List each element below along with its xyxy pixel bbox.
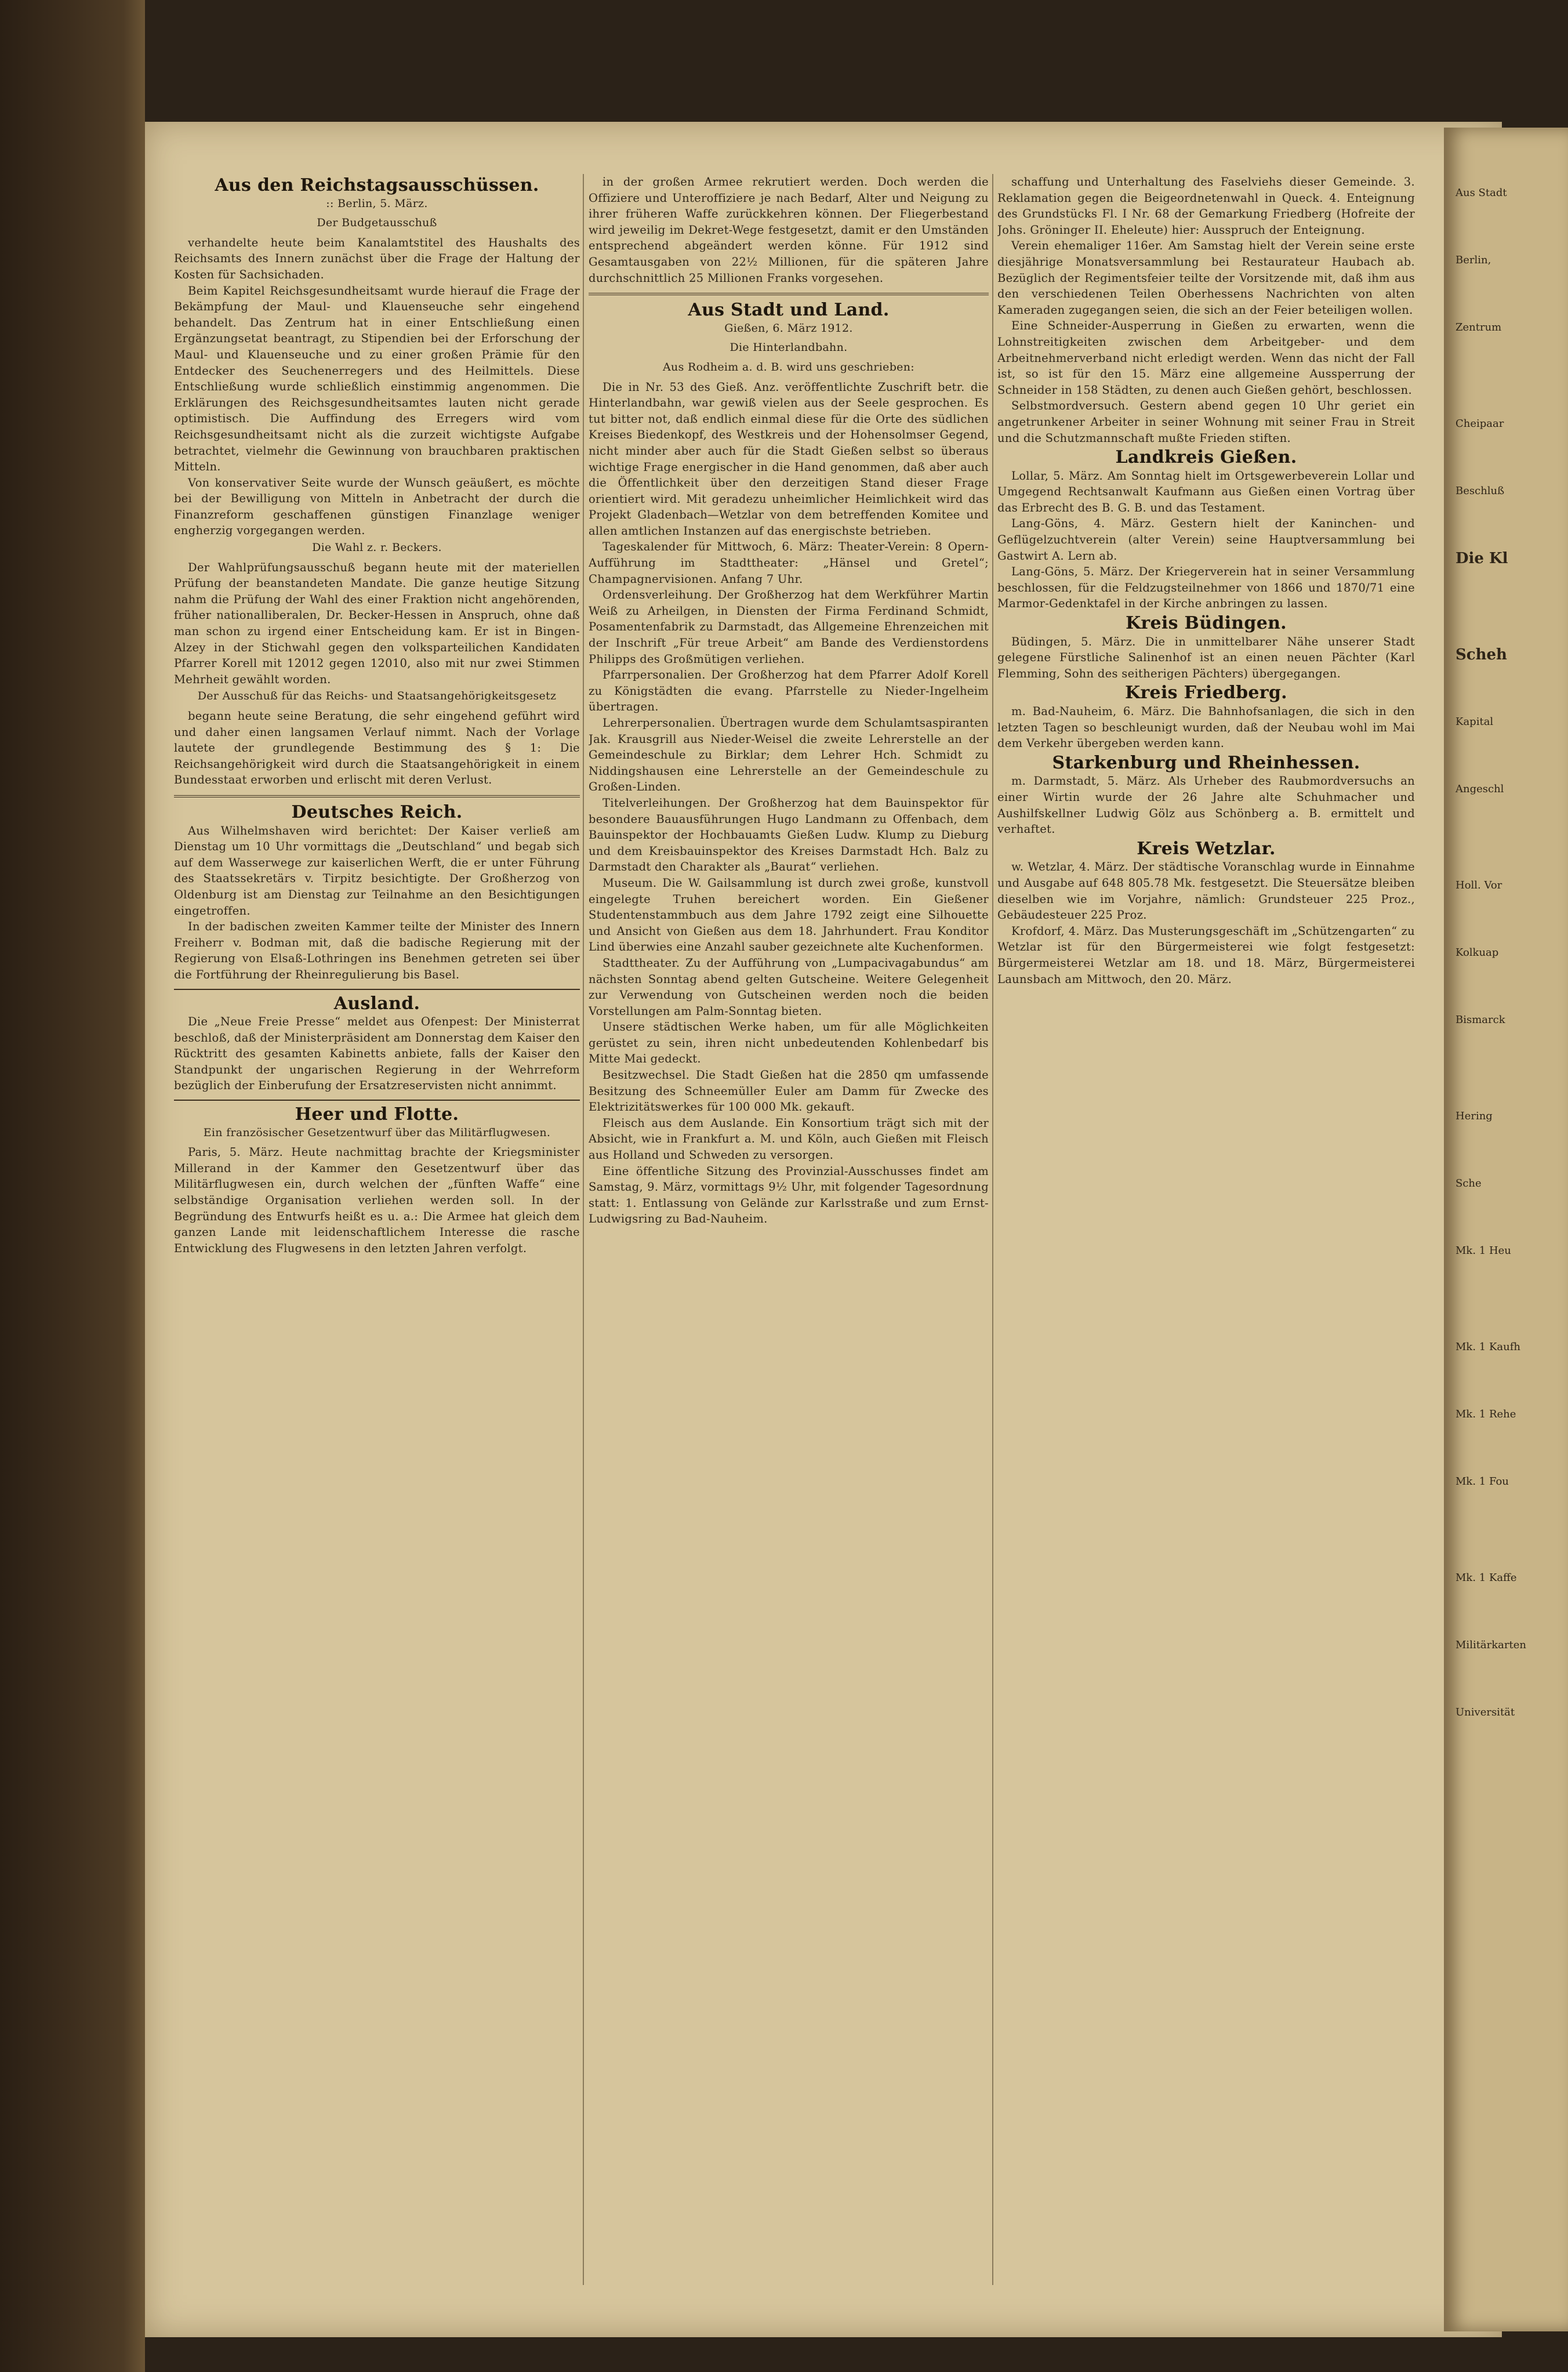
article-paragraph: m. Bad-Nauheim, 6. März. Die Bahnhofsanlagen, die sich in den letzten Tagen so beschleunigt wurden, daß der Neubau wohl im Mai dem Verkehr übergeben werden kann. bbox=[997, 705, 1415, 750]
signature: Die Wahl z. r. Beckers. bbox=[312, 541, 442, 554]
subheading: Der Budgetausschuß bbox=[317, 216, 437, 230]
article-paragraph: Krofdorf, 4. März. Das Musterungsgeschäft im „Schützengarten“ zu Wetzlar ist für den Bürgermeisterei wie folgt festgesetzt: Bürgermeisterei Wetzlar am 18. und 18. März, Bürgermeisterei Launsbach am Mittwoch, den 20. März. bbox=[997, 924, 1415, 986]
section-divider bbox=[174, 1100, 580, 1101]
column-3 bbox=[997, 174, 1415, 2291]
adjacent-page-line: Beschluß bbox=[1456, 485, 1505, 497]
article-paragraph: Die „Neue Freie Presse“ meldet aus Ofenpest: Der Ministerrat beschloß, daß der Ministerpräsident am Donnerstag dem Kaiser den Rücktritt des gesamten Kabinetts anbiete, falls der Kaiser den Standpunkt der ungarischen Regierung in der Wehrreform bezüglich der Einberufung der Ersatzreservisten nicht annimmt. bbox=[174, 1015, 580, 1093]
article-paragraph: w. Wetzlar, 4. März. Der städtische Voranschlag wurde in Einnahme und Ausgabe auf 648 805.78 Mk. festgesetzt. Die Steuersätze bleiben dieselben wie im Vorjahre, nämlich: Grundsteuer 225 Proz., Gebäudesteuer 225 Proz. bbox=[997, 860, 1415, 922]
article-paragraph: Beim Kapitel Reichsgesundheitsamt wurde hierauf die Frage der Bekämpfung der Maul- und Klauenseuche sehr eingehend behandelt. Das Zentrum hat in einer Entschließung einen Ergänzungsetat beantragt, zu Stipendien bei der Erforschung der Maul- und Klauenseuche und zu einer großen Prämie für den Entdecker des Seuchenerregers und des Heilmittels. Diese Entschließung wurde schließlich einstimmig angenommen. Die Erklärungen des Reichsgesundheitsamtes lauten nicht gerade optimistisch. Die Auffindung des Erregers wird vom Reichsgesundheitsamt nicht als die zurzeit wichtigste Aufgabe betrachtet, vielmehr die Gewinnung von brauchbaren praktischen Mitteln. bbox=[174, 284, 580, 474]
article-paragraph: Der Wahlprüfungsausschuß begann heute mit der materiellen Prüfung der beanstandeten Mandate. Die ganze heutige Sitzung nahm die Prüfung der Wahl des einer Fraktion nicht angehörenden, früher nationalliberalen, Dr. Becker-Hessen in Anspruch, ohne daß man schon zu irgend einer Entscheidung kam. Er ist in Bingen-Alzey in der Stichwahl gegen den volksparteilichen Kandidaten Pfarrer Korell mit 12012 gegen 12010, also mit nur zwei Stimmen Mehrheit gewählt worden. bbox=[174, 560, 580, 686]
adjacent-page-line: Berlin, bbox=[1456, 254, 1491, 266]
adjacent-page-line: Zentrum bbox=[1456, 321, 1502, 333]
article-paragraph: Ordensverleihung. Der Großherzog hat dem Werkführer Martin Weiß zu Arheilgen, in Diensten der Firma Ferdinand Schmidt, Posamentenfabrik zu Darmstadt, das Allgemeine Ehrenzeichen mit der Inschrift „Für treue Arbeit“ am Bande des Verdienstordens Philipps des Großmütigen verliehen. bbox=[589, 588, 989, 666]
article-paragraph: Aus Wilhelmshaven wird berichtet: Der Kaiser verließ am Dienstag um 10 Uhr vormittags die „Deutschland“ und begab sich auf dem Wasserwege zur kaiserlichen Werft, die er unter Führung des Staatssekretärs v. Tirpitz besichtigte. Der Großherzog von Oldenburg ist am Dienstag zur Teilnahme an den Besichtigungen eingetroffen. bbox=[174, 824, 580, 917]
adjacent-page-line: Holl. Vor bbox=[1456, 879, 1502, 891]
adjacent-page-line: Mk. 1 Kaffe bbox=[1456, 1572, 1517, 1584]
section-heading: Aus Stadt und Land. bbox=[688, 300, 890, 321]
article-paragraph: Lang-Göns, 4. März. Gestern hielt der Kaninchen- und Geflügelzuchtverein (alter Verein) seine Hauptversammlung bei Gastwirt A. Lern ab. bbox=[997, 517, 1415, 563]
dateline: :: Berlin, 5. März. bbox=[326, 197, 428, 210]
book-binding bbox=[0, 0, 145, 2372]
adjacent-page-line: Aus Stadt bbox=[1456, 187, 1507, 199]
article-paragraph: Von konservativer Seite wurde der Wunsch geäußert, es möchte bei der Bewilligung von Mitteln in Anbetracht der durch die Finanzreform geschaffenen günstigen Finanzlage weniger engherzig vorgegangen werden. bbox=[174, 476, 580, 538]
article-paragraph: Selbstmordversuch. Gestern abend gegen 10 Uhr geriet ein angetrunkener Arbeiter in seiner Wohnung mit seiner Frau in Streit und die Schutzmannschaft mußte Frieden stiften. bbox=[997, 399, 1415, 445]
adjacent-page-line: Mk. 1 Fou bbox=[1456, 1475, 1509, 1488]
subheading: Der Ausschuß für das Reichs- und Staatsangehörigkeitsgesetz bbox=[197, 690, 557, 703]
adjacent-page-line: Die Kl bbox=[1456, 550, 1508, 567]
subheading: Aus Rodheim a. d. B. wird uns geschrieben: bbox=[663, 360, 914, 373]
column-1 bbox=[174, 174, 580, 2291]
adjacent-page-line: Cheipaar bbox=[1456, 418, 1504, 430]
column-2 bbox=[589, 174, 989, 2291]
adjacent-page-line: Kapital bbox=[1456, 716, 1494, 728]
section-heading: Kreis Wetzlar. bbox=[1137, 838, 1276, 859]
adjacent-page-line: Mk. 1 Rehe bbox=[1456, 1408, 1516, 1420]
article-paragraph: in der großen Armee rekrutiert werden. Doch werden die Offiziere und Unteroffiziere je nach Bedarf, Alter und Neigung zu ihrer früheren Waffe zurückkehren können. Der Fliegerbestand wird jeweilig im Dekret-Wege festgesetzt, damit er den Umständen entsprechend abgeändert werden könne. Für 1912 sind Gesamtausgaben von 22½ Millionen, für die späteren Jahre durchschnittlich 25 Millionen Franks vorgesehen. bbox=[589, 175, 989, 285]
article-paragraph: Pfarrpersonalien. Der Großherzog hat dem Pfarrer Adolf Korell zu Königstädten die evang. Pfarrstelle zu Nieder-Ingelheim übertragen. bbox=[589, 668, 989, 714]
article-paragraph: Lang-Göns, 5. März. Der Kriegerverein hat in seiner Versammlung beschlossen, für die Feldzugsteilnehmer von 1866 und 1870/71 eine Marmor-Gedenktafel in der Kirche anbringen zu lassen. bbox=[997, 565, 1415, 611]
section-heading: Heer und Flotte. bbox=[295, 1104, 459, 1125]
article-paragraph: Eine Schneider-Ausperrung in Gießen zu erwarten, wenn die Lohnstreitigkeiten zwischen dem Arbeitgeber- und dem Arbeitnehmerverband nicht erledigt werden. Wenn das nicht der Fall ist, so ist für den 15. März eine allgemeine Aussperrung der Schneider in 158 Städten, zu denen auch Gießen gehört, beschlossen. bbox=[997, 319, 1415, 397]
adjacent-page-line: Scheh bbox=[1456, 646, 1507, 663]
section-heading: Deutsches Reich. bbox=[291, 801, 463, 822]
article-paragraph: Lehrerpersonalien. Übertragen wurde dem Schulamtsaspiranten Jak. Krausgrill aus Nieder-Weisel die zweite Lehrerstelle an der Gemeindeschule zu Birklar; dem Lehrer Hch. Schmidt zu Niddingshausen eine Lehrerstelle an der Gemeindeschule zu Großen-Linden. bbox=[589, 716, 989, 794]
section-heading: Ausland. bbox=[333, 993, 420, 1014]
adjacent-page-line: Militärkarten bbox=[1456, 1639, 1526, 1651]
section-heading: Landkreis Gießen. bbox=[1115, 447, 1297, 468]
article-paragraph: Verein ehemaliger 116er. Am Samstag hielt der Verein seine erste diesjährige Monatsversammlung bei Restaurateur Haubach ab. Bezüglich der Regimentsfeier teilte der Vorsitzende mit, daß ihm aus den verschiedenen Teilen Oberhessens Nachrichten von alten Kameraden zugegangen seien, die sich an der Feier beteiligen wollen. bbox=[997, 239, 1415, 317]
section-heading: Kreis Büdingen. bbox=[1126, 613, 1287, 634]
article-paragraph: begann heute seine Beratung, die sehr eingehend geführt wird und daher einen langsamen Verlauf nimmt. Nach der Vorlage lautete der grundlegende Bestimmung des § 1: Die Reichsangehörigkeit wird durch die Staatsangehörigkeit in einem Bundesstaat erworben und erlischt mit deren Verlust. bbox=[174, 709, 580, 787]
article-paragraph: Unsere städtischen Werke haben, um für alle Möglichkeiten gerüstet zu sein, ihren nicht unbedeutenden Kohlenbedarf bis Mitte Mai gedeckt. bbox=[589, 1020, 989, 1066]
section-divider bbox=[174, 989, 580, 990]
article-paragraph: Eine öffentliche Sitzung des Provinzial-Ausschusses findet am Samstag, 9. März, vormittags 9½ Uhr, mit folgender Tagesordnung statt: 1. Entlassung von Gelände zur Karlsstraße und zum Ernst-Ludwigsring zu Bad-Nauheim. bbox=[589, 1164, 989, 1226]
adjacent-page-strip bbox=[1444, 128, 1568, 2331]
article-paragraph: schaffung und Unterhaltung des Faselviehs dieser Gemeinde. 3. Reklamation gegen die Beigeordnetenwahl in Queck. 4. Enteignung des Grundstücks Fl. I Nr. 68 der Gemarkung Friedberg (Hofreite der Johs. Gröninger II. Eheleute) hier: Ausspruch der Enteignung. bbox=[997, 175, 1415, 237]
article-paragraph: Paris, 5. März. Heute nachmittag brachte der Kriegsminister Millerand in der Kammer den Gesetzentwurf über das Militärflugwesen ein, durch welchen der „fünften Waffe“ eine selbständige Organisation verliehen werden soll. In der Begründung des Entwurfs heißt es u. a.: Die Armee hat gleich dem ganzen Lande mit leidenschaftlichem Interesse die rasche Entwicklung des Flugwesens in den letzten Jahren verfolgt. bbox=[174, 1145, 580, 1255]
adjacent-page-line: Hering bbox=[1456, 1110, 1493, 1122]
adjacent-page-text bbox=[1456, 186, 1566, 1801]
adjacent-page-line: Angeschl bbox=[1456, 783, 1504, 795]
section-heading: Aus den Reichstagsausschüssen. bbox=[215, 175, 539, 195]
adjacent-page-line: Sche bbox=[1456, 1177, 1482, 1189]
article-paragraph: In der badischen zweiten Kammer teilte der Minister des Innern Freiherr v. Bodman mit, daß die badische Regierung mit der Regierung von Elsaß-Lothringen ins Benehmen getreten sei über die Fortführung der Rheinregulierung bis Basel. bbox=[174, 920, 580, 981]
section-divider bbox=[174, 795, 580, 797]
section-heading: Kreis Friedberg. bbox=[1125, 683, 1287, 703]
article-paragraph: Besitzwechsel. Die Stadt Gießen hat die 2850 qm umfassende Besitzung des Schneemüller Euler am Damm für Zwecke des Elektrizitätswerkes für 100 000 Mk. gekauft. bbox=[589, 1068, 989, 1114]
article-paragraph: Die in Nr. 53 des Gieß. Anz. veröffentlichte Zuschrift betr. die Hinterlandbahn, war gewiß vielen aus der Seele gesprochen. Es tut bitter not, daß endlich einmal diese für die Orte des südlichen Kreises Biedenkopf, des Westkreis und der Hohensolmser Gegend, nicht minder aber auch für die Stadt Gießen selbst so überaus wichtige Frage energischer in die Hand genommen, daß aber auch die Öffentlichkeit über den derzeitigen Stand dieser Frage orientiert wird. Mit geradezu unheimlicher Heimlichkeit wird das Projekt Gladenbach—Wetzlar von dem betreffenden Komitee und allen amtlichen Instanzen auf das energischste betrieben. bbox=[589, 380, 989, 538]
subheading: Ein französischer Gesetzentwurf über das Militärflugwesen. bbox=[203, 1126, 551, 1139]
column-rule bbox=[992, 174, 993, 2285]
article-paragraph: verhandelte heute beim Kanalamtstitel des Haushalts des Reichsamts des Innern zunächst über die Frage der Haltung der Kosten für Sachsichaden. bbox=[174, 235, 580, 281]
article-paragraph: Museum. Die W. Gailsammlung ist durch zwei große, kunstvoll eingelegte Truhen bereichert worden. Ein Gießener Studentenstammbuch aus dem Jahre 1792 zeigt eine Silhouette und Ansicht von Gießen aus dem 18. Jahrhundert. Frau Konditor Lind überwies eine Anzahl sauber gezeichnete alte Kuchenformen. bbox=[589, 876, 989, 954]
section-heading: Starkenburg und Rheinhessen. bbox=[1052, 752, 1360, 773]
article-paragraph: Fleisch aus dem Auslande. Ein Konsortium trägt sich mit der Absicht, wie in Frankfurt a. M. und Köln, auch Gießen mit Fleisch aus Holland und Schweden zu versorgen. bbox=[589, 1116, 989, 1162]
adjacent-page-line: Kolkuap bbox=[1456, 946, 1499, 959]
adjacent-page-line: Bismarck bbox=[1456, 1014, 1505, 1026]
adjacent-page-line: Universität bbox=[1456, 1706, 1515, 1718]
article-paragraph: Lollar, 5. März. Am Sonntag hielt im Ortsgewerbeverein Lollar und Umgegend Rechtsanwalt Kaufmann aus Gießen einen Vortrag über das Erbrecht des B. G. B. und das Testament. bbox=[997, 469, 1415, 514]
article-paragraph: m. Darmstadt, 5. März. Als Urheber des Raubmordversuchs an einer Wirtin wurde der 26 Jahre alte Schuhmacher und Aushilfskellner Ludwig Gölz aus Schönberg a. B. ermittelt und verhaftet. bbox=[997, 774, 1415, 836]
dateline: Gießen, 6. März 1912. bbox=[724, 321, 853, 335]
article-paragraph: Stadttheater. Zu der Aufführung von „Lumpacivagabundus“ am nächsten Sonntag abend gelten Gutscheine. Weitere Gelegenheit zur Verwendung von Gutscheinen werden noch die beiden Vorstellungen am Palm-Sonntag bieten. bbox=[589, 956, 989, 1018]
article-paragraph: Tageskalender für Mittwoch, 6. März: Theater-Verein: 8 Opern-Aufführung im Stadttheater: „Hänsel und Gretel“; Champagnervisionen. Anfang 7 Uhr. bbox=[589, 540, 989, 586]
subheading: Die Hinterlandbahn. bbox=[729, 341, 848, 354]
adjacent-page-line: Mk. 1 Kaufh bbox=[1456, 1341, 1520, 1353]
section-divider bbox=[589, 293, 989, 295]
adjacent-page-line: Mk. 1 Heu bbox=[1456, 1245, 1511, 1257]
article-paragraph: Titelverleihungen. Der Großherzog hat dem Bauinspektor für besondere Bauausführungen Hugo Landmann zu Offenbach, dem Bauinspektor der Hochbauamts Gießen Ludw. Klump zu Dieburg und dem Kreisbauinspektor des Kreises Darmstadt Hch. Balz zu Darmstadt den Charakter als „Baurat“ verliehen. bbox=[589, 796, 989, 874]
column-rule bbox=[583, 174, 584, 2285]
article-paragraph: Büdingen, 5. März. Die in unmittelbarer Nähe unserer Stadt gelegene Fürstliche Salinenhof ist an einen neuen Pächter (Karl Flemming, Sohn des seitherigen Pächters) übergegangen. bbox=[997, 634, 1415, 680]
